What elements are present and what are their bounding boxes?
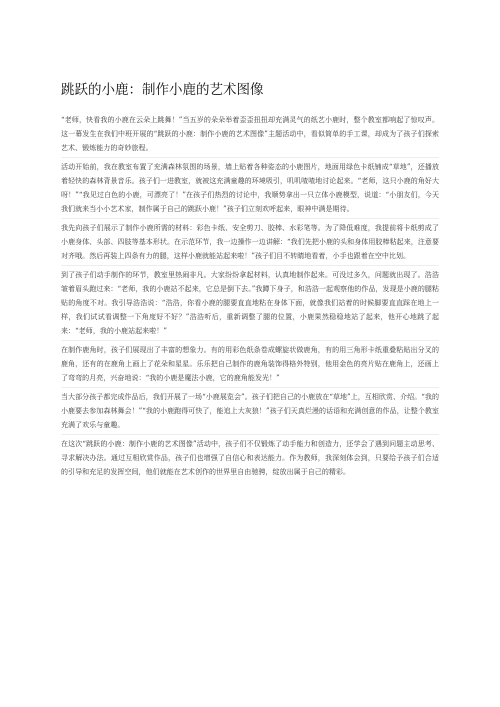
paragraph-materials: 我先向孩子们展示了制作小鹿所需的材料：彩色卡纸、安全剪刀、胶棒、水彩笔等。为了降低难度，我提前将卡纸剪成了小鹿身体、头部、四肢等基本形状。在示范环节，我一边操作一边讲解：“我们先把小鹿的头和身体用胶棒粘起来，注意要对齐哦。然后再装上四条有力的腿，这样小鹿就能站起来啦！”孩子们目不转睛地看着，小手也跟着在空中比划。 [61,218,439,263]
paragraph-reflection: 在这次“跳跃的小鹿：制作小鹿的艺术图像”活动中，孩子们不仅锻炼了动手能力和创造力，还学会了遇到问题主动思考、寻求解决办法。通过互相欣赏作品，孩子们也增强了自信心和表达能力。作为教师，我深刻体会到，只要给予孩子们合适的引导和充足的发挥空间，他们就能在艺术创作的世界里自由驰骋，绽放出属于自己的精彩。 [61,434,439,479]
paragraph-intro: “老师，快看我的小鹿在云朵上跳舞！”当五岁的朵朵举着歪歪扭扭却充满灵气的纸艺小鹿时，整个教室都响起了惊叹声。这一幕发生在我们中班开展的“跳跃的小鹿：制作小鹿的艺术图像”主题活动中，看似简单的手工课，却成为了孩子们探索艺术、锻炼能力的奇妙旅程。 [61,116,439,152]
paragraph-antlers: 在制作鹿角时，孩子们展现出了丰富的想象力。有的用彩色纸条卷成螺旋状做鹿角，有的用三角形卡纸重叠粘贴出分叉的鹿角，还有的在鹿角上画上了花朵和星星。乐乐把自己制作的鹿角装饰得格外特别，他用金色的亮片贴在鹿角上，还画上了弯弯的月亮，兴奋地说：“我的小鹿是魔法小鹿，它的鹿角能发光！” [61,340,439,385]
paragraph-setup: 活动开始前，我在教室布置了充满森林氛围的场景，墙上贴着各种姿态的小鹿图片，地面用绿色卡纸铺成“草地”，还播放着轻快的森林背景音乐。孩子们一进教室，就被这充满童趣的环境吸引，叽叽喳喳地讨论起来。“老师，这只小鹿的角好大呀！”“我见过白色的小鹿，可漂亮了！”在孩子们热烈的讨论中，我顺势拿出一只立体小鹿模型，说道：“小朋友们，今天我们就来当小小艺术家，制作属于自己的跳跃小鹿！”孩子们立刻欢呼起来，眼神中满是期待。 [61,157,439,216]
paragraph-exhibition: 当大部分孩子都完成作品后，我们开展了一场“小鹿展览会”。孩子们把自己的小鹿放在“草地”上，互相欣赏、介绍。“我的小鹿要去参加森林舞会！”“我的小鹿跑得可快了，能追上大灰狼！”孩子们天真烂漫的话语和充满创意的作品，让整个教室充满了欢乐与童趣。 [61,387,439,432]
document-body [61,113,439,479]
document-title: 跳跃的小鹿：制作小鹿的艺术图像 [61,82,264,98]
paragraph-making: 到了孩子们动手制作的环节，教室里热闹非凡。大家纷纷拿起材料，认真地制作起来。可没过多久，问题就出现了。浩浩皱着眉头跑过来：“老师，我的小鹿站不起来，它总是倒下去。”我蹲下身子，和浩浩一起观察他的作品，发现是小鹿的腿粘贴的角度不对。我引导浩浩说：“浩浩，你看小鹿的腿要直直地粘在身体下面，就像我们站着的时候脚要直直踩在地上一样，我们试试看调整一下角度好不好？”浩浩听后，重新调整了腿的位置，小鹿果然稳稳地站了起来，他开心地跳了起来：“老师，我的小鹿站起来啦！” [61,265,439,338]
